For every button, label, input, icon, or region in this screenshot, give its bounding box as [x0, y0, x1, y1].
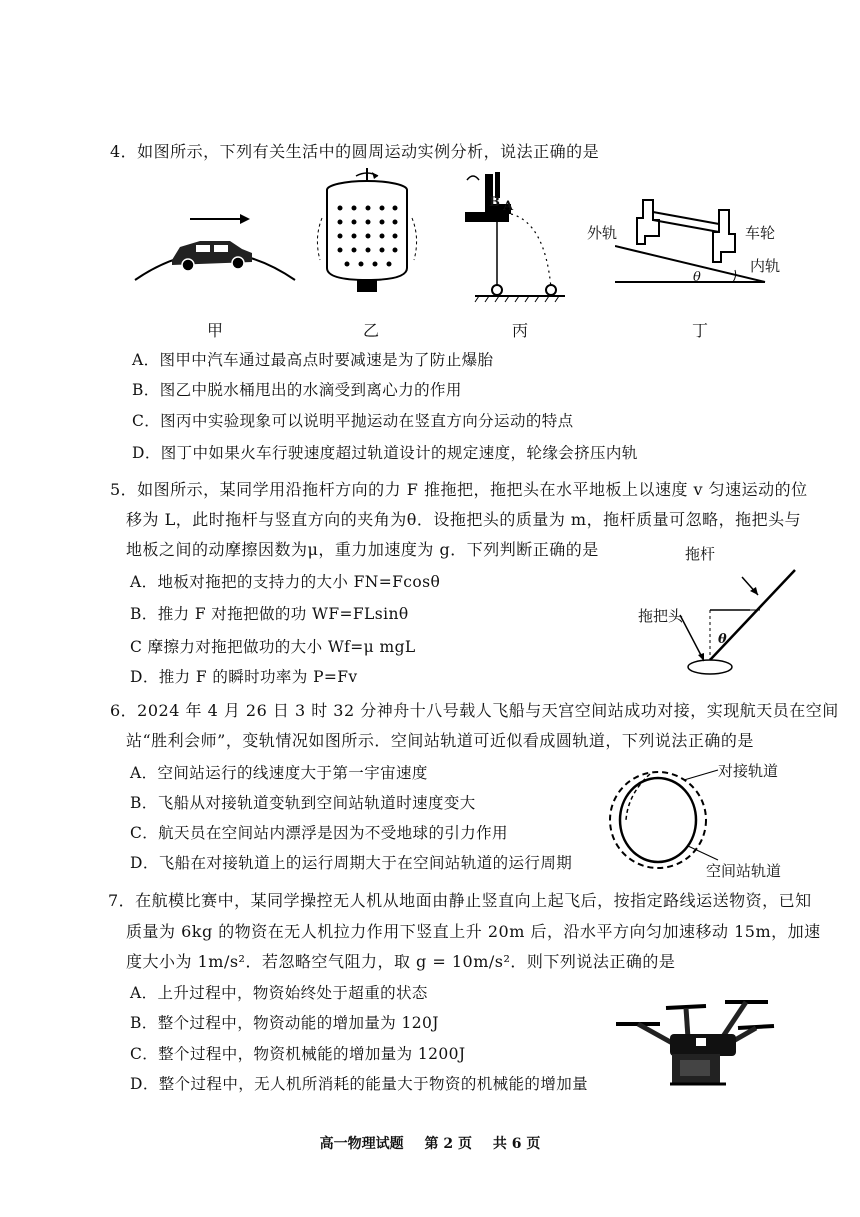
footer-page: 第 2 页: [424, 1136, 472, 1152]
figure-spin-dryer: [312, 168, 422, 303]
fig-label-mop-pole: 拖杆: [685, 545, 716, 563]
page-footer: [0, 1133, 860, 1153]
fig-label-outer-rail: 外轨: [587, 224, 618, 242]
fig-label-theta: θ: [693, 270, 701, 285]
q5-option-d: D．推力 F 的瞬时功率为 P=Fv: [130, 668, 358, 686]
orbit-label-arrows: [680, 760, 720, 870]
fig-label-mop-head: 拖把头: [638, 607, 684, 625]
q4-option-a: A．图甲中汽车通过最高点时要减速是为了防止爆胎: [132, 351, 494, 369]
q5-stem-line3: 地板之间的动摩擦因数为μ，重力加速度为 g．下列判断正确的是: [126, 540, 599, 559]
q6-option-d: D．飞船在对接轨道上的运行周期大于在空间站轨道的运行周期: [130, 854, 573, 872]
q6-stem-line2: 站“胜利会师”，变轨情况如图所示．空间站轨道可近似看成圆轨道，下列说法正确的是: [126, 731, 754, 750]
figure-mop: [630, 565, 800, 690]
q7-option-d: D．整个过程中，无人机所消耗的能量大于物资的机械能的增加量: [130, 1075, 589, 1093]
q6-option-b: B．飞船从对接轨道变轨到空间站轨道时速度变大: [130, 794, 476, 812]
q7-option-a: A．上升过程中，物资始终处于超重的状态: [130, 984, 428, 1002]
q7-stem-line2: 质量为 6kg 的物资在无人机拉力作用下竖直上升 20m 后，沿水平方向匀加速移动 15m，加速: [126, 922, 821, 941]
q7-option-c: C．整个过程中，物资机械能的增加量为 1200J: [130, 1045, 466, 1063]
q5-stem-line2: 移为 L，此时拖杆与竖直方向的夹角为θ．设拖把头的质量为 m，拖杆质量可忽略，拖把头与: [126, 510, 802, 529]
fig-label-a: A: [503, 199, 514, 214]
caption-jia: 甲: [207, 321, 224, 340]
fig-label-docking-orbit: 对接轨道: [718, 762, 779, 780]
q7-stem-line3: 度大小为 1m/s²．若忽略空气阻力，取 g = 10m/s²．则下列说法正确的是: [126, 952, 676, 971]
q4-stem: 4．如图所示，下列有关生活中的圆周运动实例分析，说法正确的是: [110, 142, 600, 161]
q7-stem-line1: 7．在航模比赛中，某同学操控无人机从地面由静止竖直向上起飞后，按指定路线运送物资，已知: [108, 891, 812, 910]
q5-option-c: C 摩擦力对拖把做功的大小 Wf=μ mgL: [130, 638, 416, 656]
q6-stem-line1: 6．2024 年 4 月 26 日 3 时 32 分神舟十八号载人飞船与天宫空间站成功对接，实现航天员在空间: [110, 701, 839, 720]
caption-yi: 乙: [363, 321, 380, 340]
caption-ding: 丁: [692, 321, 709, 340]
q5-stem-line1: 5．如图所示，某同学用沿拖杆方向的力 F 推拖把，拖把头在水平地板上以速度 v 匀速运动的位: [110, 480, 808, 499]
q5-option-b: B．推力 F 对拖把做的功 WF=FLsinθ: [130, 605, 409, 623]
q6-option-c: C．航天员在空间站内漂浮是因为不受地球的引力作用: [130, 824, 508, 842]
q4-option-d: D．图丁中如果火车行驶速度超过轨道设计的规定速度，轮缘会挤压内轨: [132, 444, 638, 462]
fig-label-inner-rail: 内轨: [750, 257, 781, 275]
q5-option-a: A．地板对拖把的支持力的大小 FN=Fcosθ: [130, 573, 441, 591]
q7-option-b: B．整个过程中，物资动能的增加量为 120J: [130, 1014, 439, 1032]
fig-label-b: B: [489, 195, 500, 210]
q4-option-b: B．图乙中脱水桶甩出的水滴受到离心力的作用: [132, 381, 462, 399]
q6-option-a: A．空间站运行的线速度大于第一宇宙速度: [130, 764, 428, 782]
fig-label-wheel: 车轮: [745, 224, 776, 242]
fig-label-mop-theta: θ: [718, 632, 727, 647]
footer-title: 高一物理试题: [319, 1136, 404, 1152]
figure-car-on-hill: [130, 205, 300, 285]
drone-image: [610, 998, 775, 1090]
figure-projectile-apparatus: [455, 168, 575, 303]
fig-label-station-orbit: 空间站轨道: [706, 862, 782, 880]
q4-option-c: C．图丙中实验现象可以说明平抛运动在竖直方向分运动的特点: [132, 412, 574, 430]
caption-bing: 丙: [512, 321, 529, 340]
footer-total: 共 6 页: [492, 1136, 541, 1152]
